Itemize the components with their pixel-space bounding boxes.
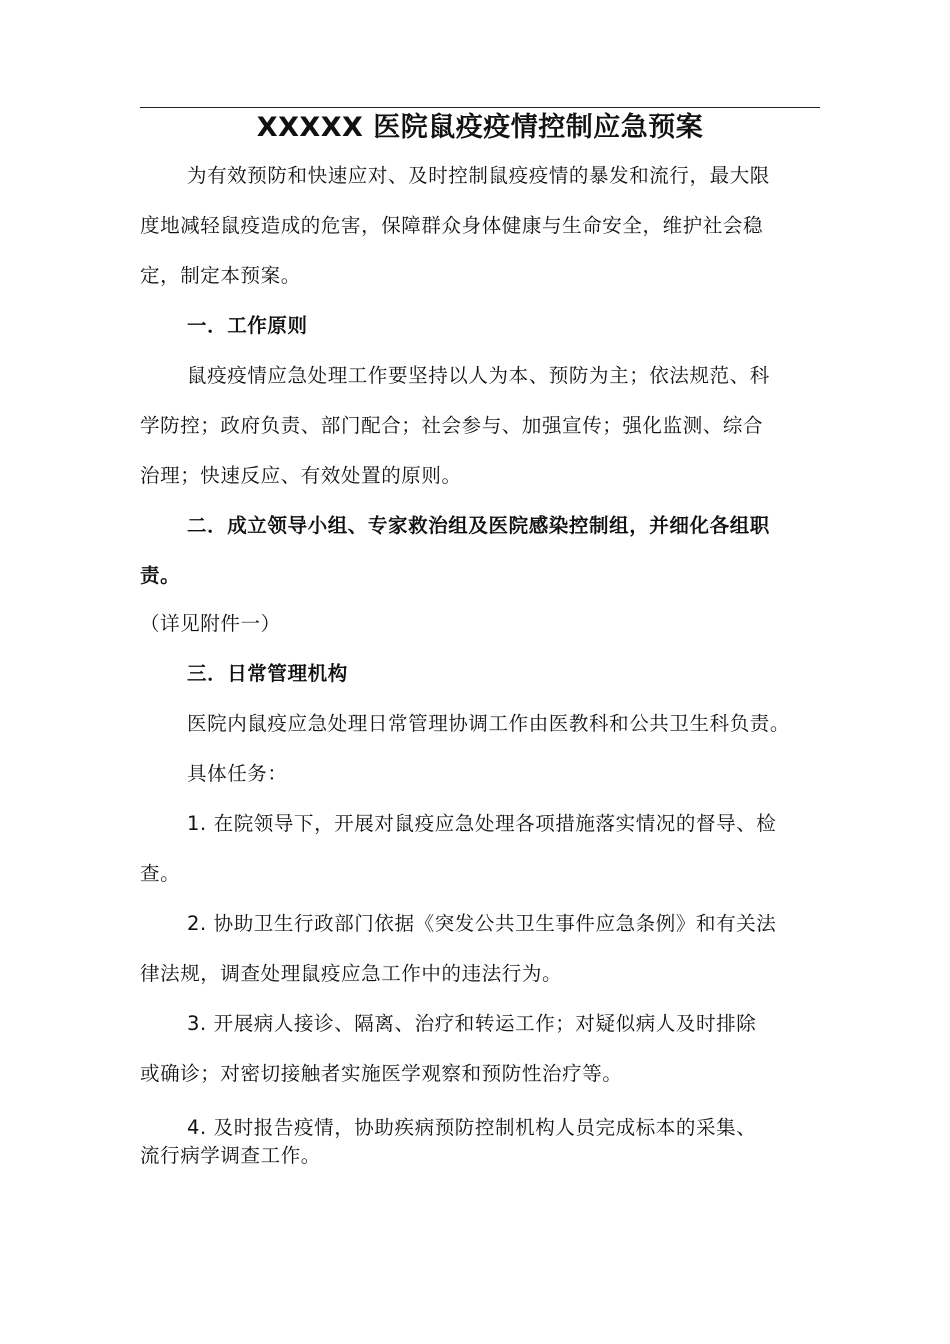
section-2-heading-line-1: 二．成立领导小组、专家救治组及医院感染控制组，并细化各组职 [187, 514, 770, 537]
intro-line-1: 为有效预防和快速应对、及时控制鼠疫疫情的暴发和流行，最大限 [187, 164, 770, 187]
document-title: XXXXX 医院鼠疫疫情控制应急预案 [256, 112, 704, 143]
task-2-line-1: 2. 协助卫生行政部门依据《突发公共卫生事件应急条例》和有关法 [187, 912, 777, 935]
section-2-heading-line-2: 责。 [140, 564, 181, 587]
task-1-line-2: 查。 [140, 862, 181, 885]
section-1-line-2: 学防控；政府负责、部门配合；社会参与、加强宣传；强化监测、综合 [140, 414, 764, 437]
section-3-body: 医院内鼠疫应急处理日常管理协调工作由医教科和公共卫生科负责。 [187, 712, 791, 735]
task-4-line-2: 流行病学调查工作。 [140, 1144, 321, 1167]
intro-line-3: 定，制定本预案。 [140, 264, 301, 287]
section-1-heading: 一．工作原则 [187, 314, 308, 337]
section-2-note: （详见附件一） [140, 612, 281, 635]
section-1-line-3: 治理；快速反应、有效处置的原则。 [140, 464, 462, 487]
tasks-label: 具体任务： [187, 762, 288, 785]
section-3-heading: 三．日常管理机构 [187, 662, 348, 685]
task-3-line-1: 3. 开展病人接诊、隔离、治疗和转运工作；对疑似病人及时排除 [187, 1012, 757, 1035]
task-2-line-2: 律法规，调查处理鼠疫应急工作中的违法行为。 [140, 962, 563, 985]
document-page [140, 0, 820, 1344]
section-1-line-1: 鼠疫疫情应急处理工作要坚持以人为本、预防为主；依法规范、科 [187, 364, 770, 387]
task-3-line-2: 或确诊；对密切接触者实施医学观察和预防性治疗等。 [140, 1062, 623, 1085]
task-1-line-1: 1. 在院领导下，开展对鼠疫应急处理各项措施落实情况的督导、检 [187, 812, 777, 835]
intro-line-2: 度地减轻鼠疫造成的危害，保障群众身体健康与生命安全，维护社会稳 [140, 214, 764, 237]
task-4-line-1: 4. 及时报告疫情，协助疾病预防控制机构人员完成标本的采集、 [187, 1116, 757, 1139]
